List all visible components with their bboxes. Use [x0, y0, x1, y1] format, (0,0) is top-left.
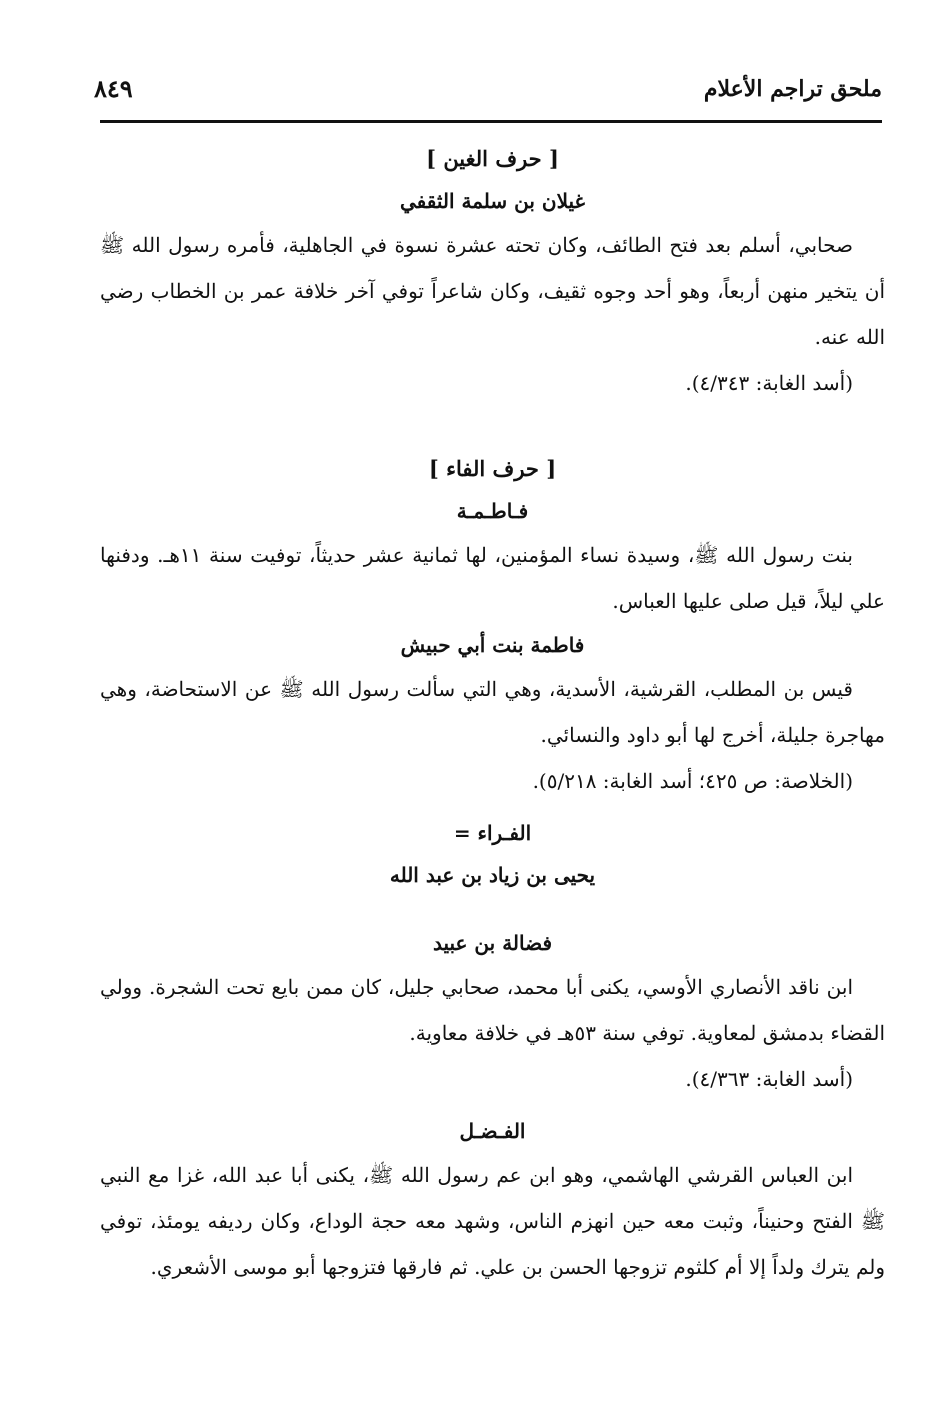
- entry-text-al-fadl: ابن العباس القرشي الهاشمي، وهو ابن عم رسول الله ﷺ، يكنى أبا عبد الله، غزا مع النبي ﷺ الفتح وحنيناً، وثبت معه حين انهزم الناس، وشهد معه حجة الوداع، وكان رديفه يومئذ، توفي ولم يترك ولداً إلا أم كلثوم تزوجها الحسن بن علي. ثم فارقها فتزوجها أبو موسى الأشعري.: [100, 1163, 885, 1279]
- entry-source-fatima-bint-abi-hubaysh: (الخلاصة: ص ٤٢٥؛ أسد الغابة: ٥/٢١٨).: [532, 769, 853, 793]
- entry-text-fatima-bint-abi-hubaysh: قيس بن المطلب، القرشية، الأسدية، وهي التي سألت رسول الله ﷺ عن الاستحاضة، وهي مهاجرة جليلة، أخرج لها أبو داود والنسائي.: [100, 677, 885, 747]
- entry-name-ghaylan: غيلان بن سلمة الثقفي: [399, 189, 586, 213]
- spacer: [100, 896, 885, 922]
- section-heading-ghayn: [ حرف الغين ]: [426, 146, 559, 171]
- entry-name-fatima-bint-abi-hubaysh: فاطمة بنت أبي حبيش: [400, 633, 585, 657]
- entry-name-fadala: فضالة بن عبيد: [432, 931, 553, 955]
- running-header-title: ملحق تراجم الأعلام: [703, 76, 882, 102]
- entry-name-al-fadl: الفـضـل: [459, 1119, 526, 1143]
- entry-text-fadala: ابن ناقد الأنصاري الأوسي، يكنى أبا محمد، صحابي جليل، كان ممن بايع تحت الشجرة. وولي القضاء بدمشق لمعاوية. توفي سنة ٥٣هـ في خلافة معاوية.: [100, 975, 885, 1045]
- spacer: [100, 804, 885, 812]
- spacer: [100, 1102, 885, 1110]
- page-content: [100, 138, 885, 1290]
- entry-alias-al-farra: يحيى بن زياد بن عبد الله: [389, 863, 596, 887]
- spacer: [100, 406, 885, 448]
- entry-name-fatima: فـاطـمـة: [456, 499, 529, 523]
- header-divider: [100, 120, 882, 123]
- entry-source-ghaylan: (أسد الغابة: ٤/٣٤٣).: [685, 371, 853, 395]
- entry-source-fadala: (أسد الغابة: ٤/٣٦٣).: [685, 1067, 853, 1091]
- entry-text-ghaylan: صحابي، أسلم بعد فتح الطائف، وكان تحته عشرة نسوة في الجاهلية، فأمره رسول الله ﷺ أن يتخير منهن أربعاً، وهو أحد وجوه ثقيف، وكان شاعراً توفي آخر خلافة عمر بن الخطاب رضي الله عنه.: [100, 233, 885, 349]
- entry-name-al-farra: الفـراء =: [453, 821, 532, 845]
- section-heading-fa: [ حرف الفاء ]: [428, 456, 557, 481]
- page-number: ٨٤٩: [94, 74, 133, 103]
- entry-text-fatima: بنت رسول الله ﷺ، وسيدة نساء المؤمنين، لها ثمانية عشر حديثاً، توفيت سنة ١١هـ. ودفنها علي ليلاً، قيل صلى عليها العباس.: [100, 543, 885, 613]
